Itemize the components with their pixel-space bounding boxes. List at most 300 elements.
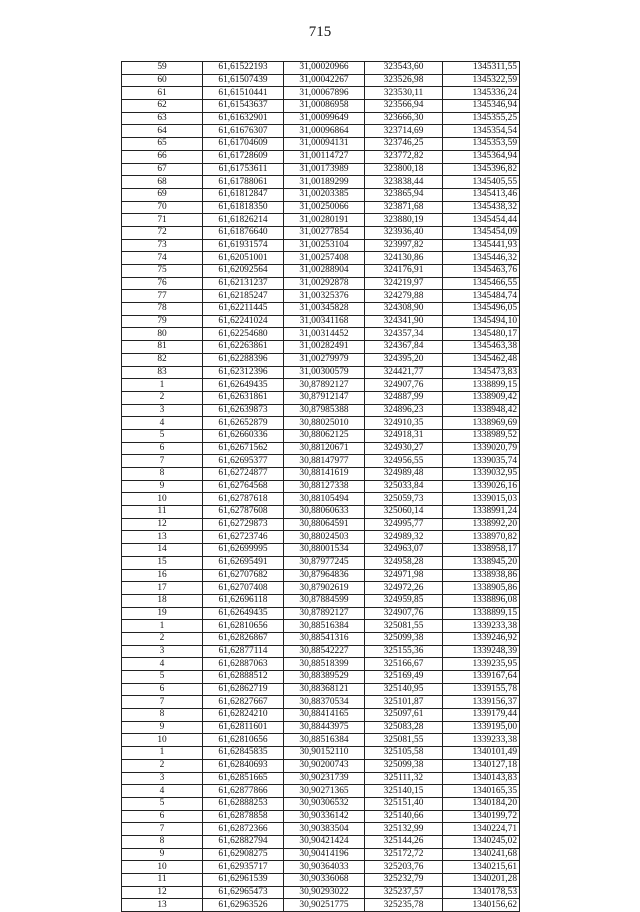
table-row (122, 163, 520, 176)
y-coordinate-cell: 1340224,71 (443, 823, 520, 836)
latitude-cell: 61,62696118 (203, 594, 284, 607)
x-coordinate-cell: 325203,76 (365, 861, 443, 874)
x-coordinate-cell: 324341,90 (365, 315, 443, 328)
y-coordinate-cell: 1345322,59 (443, 74, 520, 87)
x-coordinate-cell: 323865,94 (365, 188, 443, 201)
y-coordinate-cell: 1339032,95 (443, 468, 520, 481)
x-coordinate-cell: 325140,95 (365, 683, 443, 696)
point-number-cell: 78 (122, 303, 203, 316)
longitude-cell: 30,88105494 (284, 493, 365, 506)
table-row (122, 823, 520, 836)
x-coordinate-cell: 325155,36 (365, 645, 443, 658)
y-coordinate-cell: 1338948,42 (443, 404, 520, 417)
latitude-cell: 61,62660336 (203, 429, 284, 442)
longitude-cell: 31,00257408 (284, 252, 365, 265)
point-number-cell: 11 (122, 506, 203, 519)
longitude-cell: 30,90152110 (284, 747, 365, 760)
x-coordinate-cell: 323936,40 (365, 226, 443, 239)
point-number-cell: 4 (122, 658, 203, 671)
point-number-cell: 13 (122, 899, 203, 912)
table-row (122, 239, 520, 252)
point-number-cell: 69 (122, 188, 203, 201)
table-row (122, 696, 520, 709)
x-coordinate-cell: 325140,66 (365, 810, 443, 823)
table-row (122, 468, 520, 481)
longitude-cell: 30,88443975 (284, 721, 365, 734)
table-row (122, 797, 520, 810)
table-row (122, 442, 520, 455)
y-coordinate-cell: 1338896,08 (443, 594, 520, 607)
latitude-cell: 61,61510441 (203, 87, 284, 100)
table-row (122, 341, 520, 354)
x-coordinate-cell: 325059,73 (365, 493, 443, 506)
x-coordinate-cell: 324421,77 (365, 366, 443, 379)
table-row (122, 150, 520, 163)
longitude-cell: 31,00314452 (284, 328, 365, 341)
table-row (122, 620, 520, 633)
x-coordinate-cell: 325099,38 (365, 632, 443, 645)
point-number-cell: 68 (122, 176, 203, 189)
x-coordinate-cell: 324279,88 (365, 290, 443, 303)
point-number-cell: 9 (122, 848, 203, 861)
latitude-cell: 61,62888512 (203, 671, 284, 684)
longitude-cell: 30,90383504 (284, 823, 365, 836)
table-row (122, 721, 520, 734)
x-coordinate-cell: 324959,85 (365, 594, 443, 607)
point-number-cell: 12 (122, 886, 203, 899)
point-number-cell: 9 (122, 721, 203, 734)
longitude-cell: 30,87964836 (284, 569, 365, 582)
table-row (122, 683, 520, 696)
latitude-cell: 61,62811601 (203, 721, 284, 734)
y-coordinate-cell: 1338970,82 (443, 531, 520, 544)
x-coordinate-cell: 323666,30 (365, 112, 443, 125)
y-coordinate-cell: 1340143,83 (443, 772, 520, 785)
y-coordinate-cell: 1345446,32 (443, 252, 520, 265)
table-row (122, 785, 520, 798)
coordinates-table (121, 61, 520, 912)
latitude-cell: 61,62729873 (203, 518, 284, 531)
longitude-cell: 31,00288904 (284, 265, 365, 278)
table-row (122, 112, 520, 125)
latitude-cell: 61,62707408 (203, 582, 284, 595)
y-coordinate-cell: 1338991,24 (443, 506, 520, 519)
table-row (122, 87, 520, 100)
point-number-cell: 10 (122, 861, 203, 874)
x-coordinate-cell: 323871,68 (365, 201, 443, 214)
latitude-cell: 61,62878858 (203, 810, 284, 823)
y-coordinate-cell: 1345466,55 (443, 277, 520, 290)
table-row (122, 303, 520, 316)
latitude-cell: 61,62649435 (203, 379, 284, 392)
point-number-cell: 83 (122, 366, 203, 379)
longitude-cell: 30,90231739 (284, 772, 365, 785)
point-number-cell: 1 (122, 620, 203, 633)
x-coordinate-cell: 324907,76 (365, 379, 443, 392)
latitude-cell: 61,62810656 (203, 734, 284, 747)
latitude-cell: 61,62877866 (203, 785, 284, 798)
x-coordinate-cell: 325237,57 (365, 886, 443, 899)
latitude-cell: 61,62699995 (203, 544, 284, 557)
table-row (122, 62, 520, 75)
point-number-cell: 67 (122, 163, 203, 176)
longitude-cell: 30,88062125 (284, 429, 365, 442)
x-coordinate-cell: 324219,97 (365, 277, 443, 290)
table-row (122, 594, 520, 607)
latitude-cell: 61,61753611 (203, 163, 284, 176)
longitude-cell: 31,00094131 (284, 138, 365, 151)
latitude-cell: 61,62827667 (203, 696, 284, 709)
point-number-cell: 77 (122, 290, 203, 303)
point-number-cell: 2 (122, 632, 203, 645)
longitude-cell: 31,00253104 (284, 239, 365, 252)
point-number-cell: 65 (122, 138, 203, 151)
table-row (122, 759, 520, 772)
point-number-cell: 4 (122, 417, 203, 430)
latitude-cell: 61,62787608 (203, 506, 284, 519)
x-coordinate-cell: 325166,67 (365, 658, 443, 671)
longitude-cell: 30,88516384 (284, 620, 365, 633)
y-coordinate-cell: 1345346,94 (443, 100, 520, 113)
longitude-cell: 31,00341168 (284, 315, 365, 328)
y-coordinate-cell: 1340127,18 (443, 759, 520, 772)
longitude-cell: 31,00325376 (284, 290, 365, 303)
y-coordinate-cell: 1338969,69 (443, 417, 520, 430)
table-row (122, 417, 520, 430)
latitude-cell: 61,61632901 (203, 112, 284, 125)
x-coordinate-cell: 325172,72 (365, 848, 443, 861)
table-row (122, 100, 520, 113)
longitude-cell: 30,88025010 (284, 417, 365, 430)
table-row (122, 493, 520, 506)
y-coordinate-cell: 1338938,86 (443, 569, 520, 582)
y-coordinate-cell: 1339248,39 (443, 645, 520, 658)
y-coordinate-cell: 1339233,38 (443, 734, 520, 747)
table-row (122, 772, 520, 785)
point-number-cell: 2 (122, 391, 203, 404)
longitude-cell: 31,00099649 (284, 112, 365, 125)
latitude-cell: 61,61818350 (203, 201, 284, 214)
point-number-cell: 5 (122, 429, 203, 442)
x-coordinate-cell: 324971,98 (365, 569, 443, 582)
point-number-cell: 1 (122, 379, 203, 392)
point-number-cell: 6 (122, 683, 203, 696)
latitude-cell: 61,61522193 (203, 62, 284, 75)
table-row (122, 176, 520, 189)
longitude-cell: 30,88370534 (284, 696, 365, 709)
y-coordinate-cell: 1340201,28 (443, 874, 520, 887)
latitude-cell: 61,62649435 (203, 607, 284, 620)
y-coordinate-cell: 1345405,55 (443, 176, 520, 189)
latitude-cell: 61,62254680 (203, 328, 284, 341)
x-coordinate-cell: 325097,61 (365, 709, 443, 722)
point-number-cell: 8 (122, 835, 203, 848)
y-coordinate-cell: 1340241,68 (443, 848, 520, 861)
latitude-cell: 61,61704609 (203, 138, 284, 151)
y-coordinate-cell: 1338899,15 (443, 607, 520, 620)
latitude-cell: 61,62965473 (203, 886, 284, 899)
table-row (122, 366, 520, 379)
x-coordinate-cell: 324176,91 (365, 265, 443, 278)
x-coordinate-cell: 324963,07 (365, 544, 443, 557)
x-coordinate-cell: 324357,34 (365, 328, 443, 341)
point-number-cell: 81 (122, 341, 203, 354)
x-coordinate-cell: 324989,48 (365, 468, 443, 481)
y-coordinate-cell: 1339020,79 (443, 442, 520, 455)
point-number-cell: 14 (122, 544, 203, 557)
table-row (122, 810, 520, 823)
point-number-cell: 6 (122, 442, 203, 455)
longitude-cell: 31,00086958 (284, 100, 365, 113)
latitude-cell: 61,62185247 (203, 290, 284, 303)
latitude-cell: 61,61931574 (203, 239, 284, 252)
table-row (122, 138, 520, 151)
point-number-cell: 13 (122, 531, 203, 544)
latitude-cell: 61,62211445 (203, 303, 284, 316)
latitude-cell: 61,61826214 (203, 214, 284, 227)
point-number-cell: 70 (122, 201, 203, 214)
y-coordinate-cell: 1340156,62 (443, 899, 520, 912)
longitude-cell: 30,88516384 (284, 734, 365, 747)
point-number-cell: 72 (122, 226, 203, 239)
latitude-cell: 61,62695491 (203, 556, 284, 569)
table-row (122, 848, 520, 861)
longitude-cell: 30,88389529 (284, 671, 365, 684)
longitude-cell: 30,88024503 (284, 531, 365, 544)
latitude-cell: 61,61788061 (203, 176, 284, 189)
longitude-cell: 30,88064591 (284, 518, 365, 531)
y-coordinate-cell: 1339026,16 (443, 480, 520, 493)
latitude-cell: 61,62877114 (203, 645, 284, 658)
x-coordinate-cell: 324887,99 (365, 391, 443, 404)
y-coordinate-cell: 1345441,93 (443, 239, 520, 252)
longitude-cell: 30,90251775 (284, 899, 365, 912)
point-number-cell: 63 (122, 112, 203, 125)
latitude-cell: 61,62887063 (203, 658, 284, 671)
table-row (122, 747, 520, 760)
table-row (122, 379, 520, 392)
longitude-cell: 30,88414165 (284, 709, 365, 722)
point-number-cell: 15 (122, 556, 203, 569)
longitude-cell: 30,88120671 (284, 442, 365, 455)
y-coordinate-cell: 1345336,24 (443, 87, 520, 100)
y-coordinate-cell: 1345454,44 (443, 214, 520, 227)
point-number-cell: 12 (122, 518, 203, 531)
latitude-cell: 61,62882794 (203, 835, 284, 848)
y-coordinate-cell: 1345454,09 (443, 226, 520, 239)
x-coordinate-cell: 325232,79 (365, 874, 443, 887)
x-coordinate-cell: 325083,28 (365, 721, 443, 734)
y-coordinate-cell: 1340101,49 (443, 747, 520, 760)
x-coordinate-cell: 324989,32 (365, 531, 443, 544)
x-coordinate-cell: 324395,20 (365, 353, 443, 366)
table-row (122, 201, 520, 214)
y-coordinate-cell: 1345494,10 (443, 315, 520, 328)
y-coordinate-cell: 1345355,25 (443, 112, 520, 125)
table-row (122, 214, 520, 227)
x-coordinate-cell: 325105,58 (365, 747, 443, 760)
y-coordinate-cell: 1340199,72 (443, 810, 520, 823)
y-coordinate-cell: 1338989,52 (443, 429, 520, 442)
x-coordinate-cell: 324958,28 (365, 556, 443, 569)
table-row (122, 265, 520, 278)
point-number-cell: 7 (122, 455, 203, 468)
x-coordinate-cell: 325140,15 (365, 785, 443, 798)
point-number-cell: 3 (122, 404, 203, 417)
point-number-cell: 61 (122, 87, 203, 100)
latitude-cell: 61,62051001 (203, 252, 284, 265)
point-number-cell: 66 (122, 150, 203, 163)
x-coordinate-cell: 325144,26 (365, 835, 443, 848)
table-row (122, 607, 520, 620)
longitude-cell: 30,88127338 (284, 480, 365, 493)
longitude-cell: 30,90336142 (284, 810, 365, 823)
y-coordinate-cell: 1338899,15 (443, 379, 520, 392)
x-coordinate-cell: 324918,31 (365, 429, 443, 442)
latitude-cell: 61,62862719 (203, 683, 284, 696)
table-row (122, 277, 520, 290)
x-coordinate-cell: 325081,55 (365, 734, 443, 747)
y-coordinate-cell: 1345496,05 (443, 303, 520, 316)
longitude-cell: 30,88147977 (284, 455, 365, 468)
longitude-cell: 30,90200743 (284, 759, 365, 772)
longitude-cell: 31,00042267 (284, 74, 365, 87)
x-coordinate-cell: 325151,40 (365, 797, 443, 810)
longitude-cell: 30,87977245 (284, 556, 365, 569)
longitude-cell: 30,90271365 (284, 785, 365, 798)
table-row (122, 556, 520, 569)
x-coordinate-cell: 324930,27 (365, 442, 443, 455)
latitude-cell: 61,62288396 (203, 353, 284, 366)
table-row (122, 544, 520, 557)
longitude-cell: 31,00292878 (284, 277, 365, 290)
longitude-cell: 30,88060633 (284, 506, 365, 519)
point-number-cell: 1 (122, 747, 203, 760)
latitude-cell: 61,62961539 (203, 874, 284, 887)
y-coordinate-cell: 1345438,32 (443, 201, 520, 214)
table-row (122, 899, 520, 912)
x-coordinate-cell: 323772,82 (365, 150, 443, 163)
latitude-cell: 61,62826867 (203, 632, 284, 645)
y-coordinate-cell: 1338909,42 (443, 391, 520, 404)
table-row (122, 188, 520, 201)
x-coordinate-cell: 325235,78 (365, 899, 443, 912)
longitude-cell: 30,90336068 (284, 874, 365, 887)
latitude-cell: 61,62963526 (203, 899, 284, 912)
longitude-cell: 31,00020966 (284, 62, 365, 75)
point-number-cell: 10 (122, 734, 203, 747)
longitude-cell: 30,90414196 (284, 848, 365, 861)
table-row (122, 709, 520, 722)
latitude-cell: 61,62764568 (203, 480, 284, 493)
latitude-cell: 61,62787618 (203, 493, 284, 506)
x-coordinate-cell: 324910,35 (365, 417, 443, 430)
table-row (122, 74, 520, 87)
point-number-cell: 3 (122, 772, 203, 785)
point-number-cell: 59 (122, 62, 203, 75)
table-row (122, 645, 520, 658)
point-number-cell: 7 (122, 696, 203, 709)
latitude-cell: 61,62707682 (203, 569, 284, 582)
table-row (122, 531, 520, 544)
point-number-cell: 6 (122, 810, 203, 823)
table-row (122, 353, 520, 366)
longitude-cell: 30,90364033 (284, 861, 365, 874)
x-coordinate-cell: 323997,82 (365, 239, 443, 252)
point-number-cell: 17 (122, 582, 203, 595)
table-row (122, 404, 520, 417)
longitude-cell: 31,00203385 (284, 188, 365, 201)
longitude-cell: 31,00280191 (284, 214, 365, 227)
y-coordinate-cell: 1339195,00 (443, 721, 520, 734)
point-number-cell: 7 (122, 823, 203, 836)
x-coordinate-cell: 324308,90 (365, 303, 443, 316)
table-row (122, 835, 520, 848)
latitude-cell: 61,61507439 (203, 74, 284, 87)
table-row (122, 582, 520, 595)
latitude-cell: 61,61728609 (203, 150, 284, 163)
longitude-cell: 30,90306532 (284, 797, 365, 810)
y-coordinate-cell: 1340184,20 (443, 797, 520, 810)
point-number-cell: 16 (122, 569, 203, 582)
longitude-cell: 31,00279979 (284, 353, 365, 366)
y-coordinate-cell: 1345484,74 (443, 290, 520, 303)
y-coordinate-cell: 1339167,64 (443, 671, 520, 684)
latitude-cell: 61,62263861 (203, 341, 284, 354)
y-coordinate-cell: 1339179,44 (443, 709, 520, 722)
x-coordinate-cell: 324907,76 (365, 607, 443, 620)
table-row (122, 226, 520, 239)
x-coordinate-cell: 325111,32 (365, 772, 443, 785)
point-number-cell: 10 (122, 493, 203, 506)
table-row (122, 252, 520, 265)
longitude-cell: 30,87884599 (284, 594, 365, 607)
latitude-cell: 61,62631861 (203, 391, 284, 404)
latitude-cell: 61,62652879 (203, 417, 284, 430)
y-coordinate-cell: 1340178,53 (443, 886, 520, 899)
y-coordinate-cell: 1345462,48 (443, 353, 520, 366)
y-coordinate-cell: 1340245,02 (443, 835, 520, 848)
latitude-cell: 61,62671562 (203, 442, 284, 455)
coordinates-table-body (122, 62, 520, 912)
longitude-cell: 30,88001534 (284, 544, 365, 557)
table-row (122, 874, 520, 887)
latitude-cell: 61,62131237 (203, 277, 284, 290)
x-coordinate-cell: 325060,14 (365, 506, 443, 519)
point-number-cell: 60 (122, 74, 203, 87)
y-coordinate-cell: 1339235,95 (443, 658, 520, 671)
point-number-cell: 75 (122, 265, 203, 278)
page-number: 715 (308, 24, 332, 40)
y-coordinate-cell: 1345396,82 (443, 163, 520, 176)
point-number-cell: 73 (122, 239, 203, 252)
point-number-cell: 18 (122, 594, 203, 607)
x-coordinate-cell: 323714,69 (365, 125, 443, 138)
point-number-cell: 2 (122, 759, 203, 772)
y-coordinate-cell: 1345413,46 (443, 188, 520, 201)
y-coordinate-cell: 1339015,03 (443, 493, 520, 506)
latitude-cell: 61,62241024 (203, 315, 284, 328)
point-number-cell: 8 (122, 468, 203, 481)
x-coordinate-cell: 325132,99 (365, 823, 443, 836)
longitude-cell: 30,90421424 (284, 835, 365, 848)
table-row (122, 734, 520, 747)
x-coordinate-cell: 323746,25 (365, 138, 443, 151)
point-number-cell: 11 (122, 874, 203, 887)
x-coordinate-cell: 323543,60 (365, 62, 443, 75)
x-coordinate-cell: 323530,11 (365, 87, 443, 100)
x-coordinate-cell: 323880,19 (365, 214, 443, 227)
